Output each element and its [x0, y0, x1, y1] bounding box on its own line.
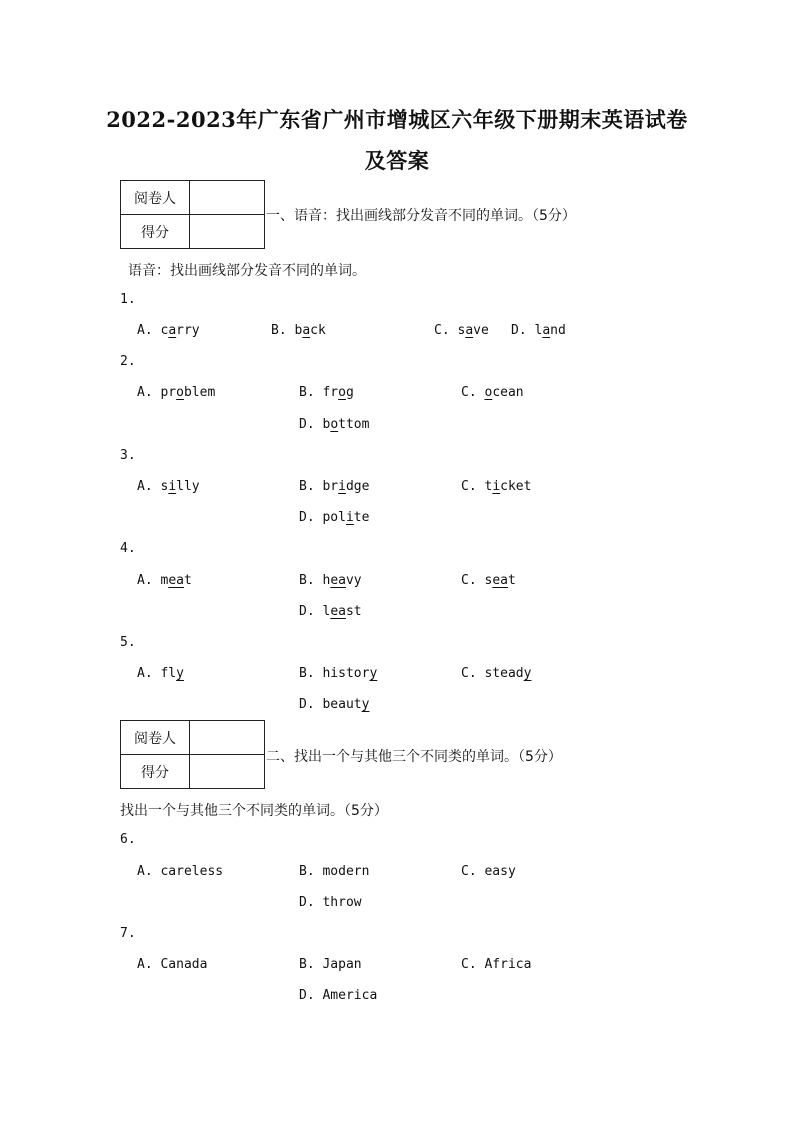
- option-d: D. land: [511, 323, 566, 338]
- option-a: A. meat: [137, 573, 192, 588]
- section-title: 二、找出一个与其他三个不同类的单词。（5分）: [266, 749, 562, 765]
- option-a: A. careless: [137, 864, 224, 879]
- option-d: D. bottom: [299, 417, 370, 432]
- reviewer-label: 阅卷人: [121, 181, 190, 215]
- option-d: D. beauty: [299, 697, 370, 712]
- score-cell: [190, 215, 265, 249]
- question-number: 6.: [120, 832, 136, 847]
- option-a: A. Canada: [137, 957, 208, 972]
- reviewer-cell: [190, 181, 265, 215]
- question-number: 1.: [120, 292, 136, 307]
- option-c: C. seat: [461, 573, 516, 588]
- option-c: C. steady: [461, 666, 532, 681]
- score-table: [120, 720, 265, 789]
- option-b: B. history: [299, 666, 378, 681]
- score-label: 得分: [121, 755, 190, 789]
- option-c: C. save: [434, 323, 489, 338]
- option-b: B. back: [271, 323, 326, 338]
- score-table: [120, 180, 265, 249]
- option-c: C. easy: [461, 864, 516, 879]
- question-number: 5.: [120, 635, 136, 650]
- option-c: C. ocean: [461, 385, 524, 400]
- option-b: B. modern: [299, 864, 370, 879]
- option-d: D. polite: [299, 510, 370, 525]
- page-title: 2022-2023年广东省广州市增城区六年级下册期末英语试卷: [106, 107, 688, 132]
- option-d: D. least: [299, 604, 362, 619]
- option-a: A. silly: [137, 479, 200, 494]
- option-d: D. throw: [299, 895, 362, 910]
- option-c: C. Africa: [461, 957, 532, 972]
- reviewer-label: 阅卷人: [121, 721, 190, 755]
- question-number: 2.: [120, 354, 136, 369]
- option-b: B. frog: [299, 385, 354, 400]
- option-b: B. Japan: [299, 957, 362, 972]
- section-title: 一、语音：找出画线部分发音不同的单词。（5分）: [266, 208, 576, 224]
- question-number: 4.: [120, 541, 136, 556]
- page-title-line2: 及答案: [364, 148, 430, 173]
- option-a: A. carry: [137, 323, 200, 338]
- option-a: A. problem: [137, 385, 216, 400]
- question-number: 3.: [120, 448, 136, 463]
- option-a: A. fly: [137, 666, 184, 681]
- score-label: 得分: [121, 215, 190, 249]
- option-b: B. bridge: [299, 479, 370, 494]
- score-cell: [190, 755, 265, 789]
- question-number: 7.: [120, 926, 136, 941]
- option-d: D. America: [299, 988, 378, 1003]
- option-c: C. ticket: [461, 479, 532, 494]
- section-instruction: 语音：找出画线部分发音不同的单词。: [128, 263, 366, 279]
- reviewer-cell: [190, 721, 265, 755]
- section-instruction: 找出一个与其他三个不同类的单词。（5分）: [120, 803, 388, 819]
- option-b: B. heavy: [299, 573, 362, 588]
